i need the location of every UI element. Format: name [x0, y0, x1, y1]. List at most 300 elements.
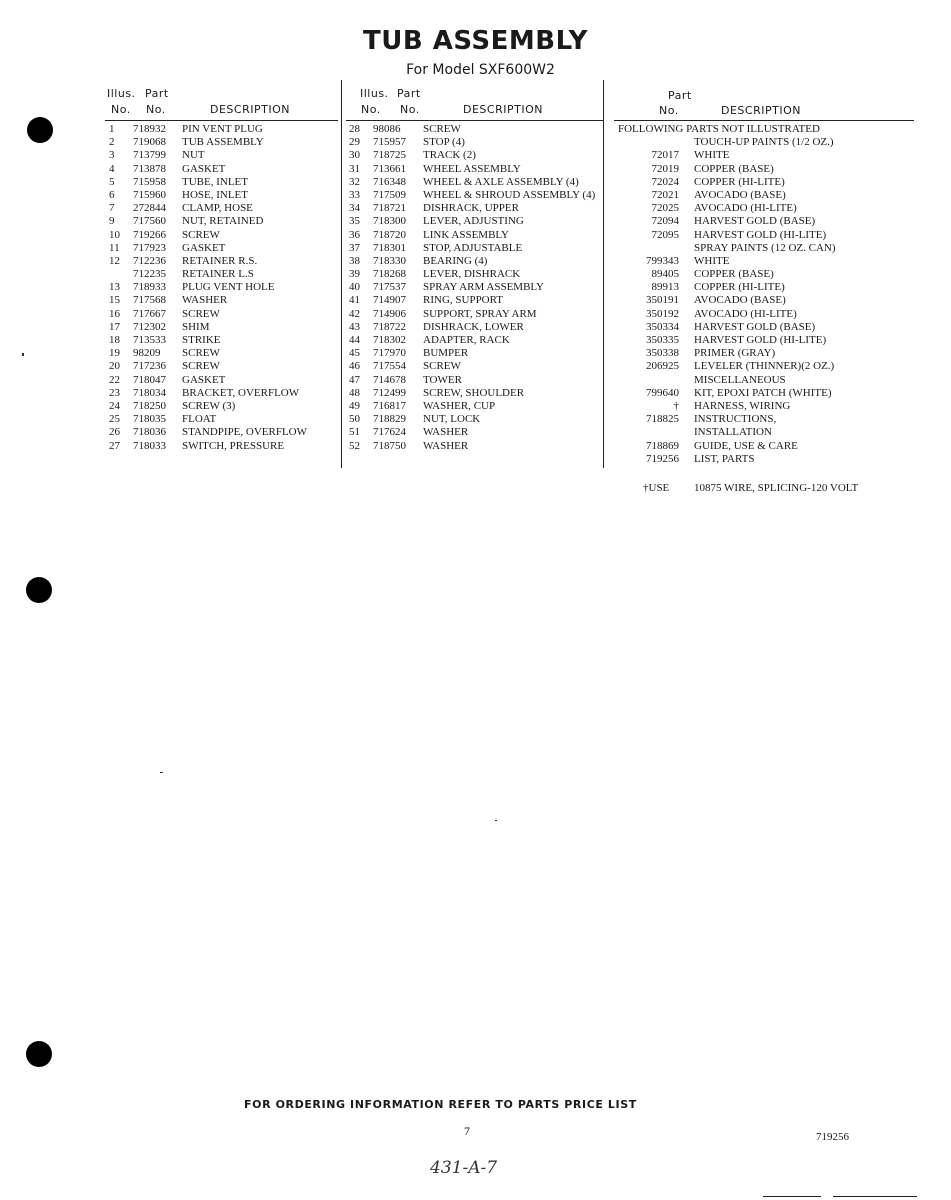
table-row	[346, 176, 604, 189]
illus-number: 47	[349, 373, 360, 386]
part-number: 718301	[373, 241, 406, 254]
part-description: SCREW (3)	[182, 399, 236, 412]
part-number: 717667	[133, 307, 166, 320]
part-description: RETAINER L.S	[182, 268, 254, 281]
table-row	[105, 255, 338, 268]
part-number: 206925	[646, 360, 679, 373]
table-row	[105, 189, 338, 202]
illus-number: 48	[349, 386, 360, 399]
part-description: RETAINER R.S.	[182, 254, 258, 267]
table-row	[614, 413, 914, 426]
part-description: NUT, LOCK	[423, 413, 481, 426]
header-description: DESCRIPTION	[721, 104, 801, 117]
illus-number: 18	[109, 334, 120, 346]
table-row	[614, 360, 914, 373]
part-description: HOSE, INLET	[182, 188, 248, 201]
page-number: 7	[464, 1124, 470, 1138]
illus-number: 50	[349, 413, 360, 426]
part-description: WASHER	[182, 294, 228, 307]
part-number: 718933	[133, 281, 166, 294]
table-row	[614, 440, 914, 453]
part-description: AVOCADO (BASE)	[694, 188, 786, 201]
illus-number: 34	[349, 202, 360, 215]
parts-column-1	[105, 84, 338, 453]
part-number: 72025	[651, 202, 679, 215]
part-description: RING, SUPPORT	[423, 294, 504, 307]
table-row	[346, 440, 604, 453]
part-number: 716817	[373, 399, 406, 412]
illus-number: 25	[109, 413, 120, 426]
illus-number: 1	[109, 123, 115, 135]
part-number: 718725	[373, 149, 406, 162]
part-description: SCREW	[423, 360, 461, 373]
illus-number: 44	[349, 334, 360, 346]
part-description: FLOAT	[182, 413, 217, 426]
illus-number: 42	[349, 307, 360, 320]
part-number: 98086	[373, 123, 401, 135]
column-header	[105, 84, 338, 121]
header-no: No.	[400, 103, 420, 116]
part-number: 72019	[651, 162, 679, 175]
table-row	[346, 400, 604, 413]
table-row	[346, 294, 604, 307]
table-row	[346, 413, 604, 426]
part-number: 350338	[646, 347, 679, 360]
illus-number: 3	[109, 149, 115, 162]
scan-speck	[495, 820, 497, 821]
table-row	[614, 149, 914, 162]
illus-number: 9	[109, 215, 115, 228]
part-number: 718300	[373, 215, 406, 228]
binder-hole	[27, 117, 53, 143]
illus-number: 35	[349, 215, 360, 228]
header-no: No.	[111, 103, 131, 116]
ordering-footer: FOR ORDERING INFORMATION REFER TO PARTS PRICE LIST	[244, 1098, 637, 1111]
part-description: AVOCADO (HI-LITE)	[694, 307, 797, 320]
illus-number: 45	[349, 347, 360, 360]
illus-number: 36	[349, 228, 360, 241]
part-description: LEVER, DISHRACK	[423, 268, 521, 281]
header-no: No.	[361, 103, 381, 116]
part-description: GASKET	[182, 241, 226, 254]
table-row	[614, 374, 914, 387]
part-number: 715958	[133, 175, 166, 188]
table-row	[614, 347, 914, 360]
part-description: COPPER (BASE)	[694, 162, 774, 175]
scan-speck	[160, 772, 163, 773]
part-number: 715957	[373, 136, 406, 149]
part-description: BEARING (4)	[423, 254, 488, 267]
illus-number: 43	[349, 320, 360, 333]
table-row	[614, 123, 914, 136]
part-description: AVOCADO (HI-LITE)	[694, 202, 797, 215]
part-number: 717236	[133, 360, 166, 373]
part-description: COPPER (HI-LITE)	[694, 281, 785, 294]
table-row	[346, 163, 604, 176]
part-number: 714906	[373, 307, 406, 320]
table-row	[614, 229, 914, 242]
scan-edge-line	[763, 1196, 821, 1197]
table-row	[346, 123, 604, 136]
part-number: 717970	[373, 347, 406, 360]
table-row	[105, 387, 338, 400]
table-row	[614, 334, 914, 347]
illus-number: 38	[349, 254, 360, 267]
part-description: LIST, PARTS	[694, 452, 755, 465]
header-description: DESCRIPTION	[210, 103, 290, 116]
part-number: 714678	[373, 373, 406, 386]
part-number: 717537	[373, 281, 406, 294]
part-description: KIT, EPOXI PATCH (WHITE)	[694, 386, 832, 399]
part-number: 712235	[133, 268, 166, 281]
part-number: 719256	[646, 452, 679, 465]
table-row	[614, 202, 914, 215]
illus-number: 2	[109, 136, 115, 149]
part-description: HARVEST GOLD (HI-LITE)	[694, 228, 827, 241]
part-number: 713878	[133, 162, 166, 175]
part-description: SCREW	[182, 360, 220, 373]
illus-number: 29	[349, 136, 360, 149]
part-description: MISCELLANEOUS	[694, 373, 786, 386]
part-description: SPRAY ARM ASSEMBLY	[423, 281, 544, 294]
part-number: 98209	[133, 347, 161, 360]
part-number: 719068	[133, 136, 166, 149]
part-description: STOP (4)	[423, 136, 465, 149]
part-number: 713533	[133, 334, 166, 346]
part-description: SPRAY PAINTS (12 OZ. CAN)	[694, 241, 836, 254]
table-row	[346, 347, 604, 360]
part-description: PIN VENT PLUG	[182, 123, 263, 135]
table-row	[614, 163, 914, 176]
table-row	[346, 255, 604, 268]
table-row	[614, 400, 914, 413]
illus-number: 39	[349, 268, 360, 281]
part-description: INSTALLATION	[694, 426, 772, 439]
illus-number: 46	[349, 360, 360, 373]
part-number: 718750	[373, 439, 406, 452]
part-number: †	[673, 399, 679, 412]
part-description: GASKET	[182, 373, 226, 386]
column-divider	[341, 80, 342, 468]
part-number: 350191	[646, 294, 679, 307]
part-number: 72017	[651, 149, 679, 162]
part-description: STRIKE	[182, 334, 221, 346]
illus-number: 52	[349, 439, 360, 452]
table-row	[105, 374, 338, 387]
table-row	[614, 242, 914, 255]
part-description: WASHER	[423, 426, 469, 439]
table-row	[105, 136, 338, 149]
table-row	[614, 176, 914, 189]
table-row	[346, 229, 604, 242]
illus-number: 40	[349, 281, 360, 294]
table-row	[346, 149, 604, 162]
table-row	[346, 242, 604, 255]
part-description: NUT, RETAINED	[182, 215, 264, 228]
table-row	[105, 242, 338, 255]
part-number: 718250	[133, 399, 166, 412]
table-row	[346, 334, 604, 347]
illus-number: 11	[109, 241, 120, 254]
illus-number: 30	[349, 149, 360, 162]
part-number: 717923	[133, 241, 166, 254]
part-description: PLUG VENT HOLE	[182, 281, 275, 294]
table-row	[105, 440, 338, 453]
illus-number: 10	[109, 228, 120, 241]
part-number: 718036	[133, 426, 166, 439]
part-description: TOUCH-UP PAINTS (1/2 OZ.)	[694, 136, 834, 149]
illus-number: 5	[109, 175, 115, 188]
part-number: 89913	[651, 281, 679, 294]
table-row	[614, 308, 914, 321]
table-row	[105, 400, 338, 413]
part-description: HARNESS, WIRING	[694, 399, 791, 412]
illus-number: 13	[109, 281, 120, 294]
table-row	[105, 308, 338, 321]
illus-number: 24	[109, 399, 120, 412]
table-row	[346, 215, 604, 228]
table-row	[105, 360, 338, 373]
table-row	[346, 426, 604, 439]
footnote-text: 10875 WIRE, SPLICING-120 VOLT	[694, 482, 859, 494]
table-row	[614, 215, 914, 228]
part-description: TUB ASSEMBLY	[182, 136, 264, 149]
table-row	[105, 176, 338, 189]
part-description: WHEEL & AXLE ASSEMBLY (4)	[423, 175, 579, 188]
part-description: WASHER	[423, 439, 469, 452]
part-number: 718869	[646, 439, 679, 452]
part-number: 272844	[133, 202, 166, 215]
part-description: SCREW	[423, 123, 461, 135]
table-row	[614, 268, 914, 281]
part-number: 717568	[133, 294, 166, 307]
part-number: 718720	[373, 228, 406, 241]
part-description: COPPER (HI-LITE)	[694, 175, 785, 188]
part-description: SCREW, SHOULDER	[423, 386, 525, 399]
table-row	[105, 163, 338, 176]
scan-edge-line	[833, 1196, 917, 1197]
part-description: SWITCH, PRESSURE	[182, 439, 285, 452]
part-description: STANDPIPE, OVERFLOW	[182, 426, 308, 439]
part-description: WHEEL ASSEMBLY	[423, 162, 521, 175]
illus-number: 15	[109, 294, 120, 307]
table-row	[614, 426, 914, 439]
illus-number: 31	[349, 162, 360, 175]
table-row	[105, 413, 338, 426]
part-description: HARVEST GOLD (HI-LITE)	[694, 334, 827, 346]
illus-number: 17	[109, 320, 120, 333]
illus-number: 41	[349, 294, 360, 307]
illus-number: 6	[109, 188, 115, 201]
table-row	[105, 268, 338, 281]
part-description: GASKET	[182, 162, 226, 175]
table-row	[105, 334, 338, 347]
header-description: DESCRIPTION	[463, 103, 543, 116]
header-part: Part	[397, 87, 421, 100]
illus-number: 51	[349, 426, 360, 439]
table-row	[346, 387, 604, 400]
illus-number: 12	[109, 254, 120, 267]
illus-number: 49	[349, 399, 360, 412]
table-row	[614, 453, 914, 466]
part-description: BRACKET, OVERFLOW	[182, 386, 300, 399]
part-number: 717560	[133, 215, 166, 228]
illus-number: 33	[349, 188, 360, 201]
model-subtitle: For Model SXF600W2	[406, 62, 555, 78]
table-row	[105, 294, 338, 307]
illus-number: 19	[109, 347, 120, 360]
part-description: ADAPTER, RACK	[423, 334, 510, 346]
handwritten-note: 431-A-7	[430, 1158, 498, 1178]
part-number: 350192	[646, 307, 679, 320]
binder-hole	[26, 577, 52, 603]
part-description: WHEEL & SHROUD ASSEMBLY (4)	[423, 188, 596, 201]
part-description: SCREW	[182, 228, 220, 241]
column-header	[614, 84, 914, 121]
parts-list	[346, 123, 604, 453]
illus-number: 16	[109, 307, 120, 320]
table-row	[614, 255, 914, 268]
header-part: Part	[145, 87, 169, 100]
table-row	[346, 136, 604, 149]
part-description: TRACK (2)	[423, 149, 476, 162]
table-row	[614, 189, 914, 202]
part-number: 72021	[651, 188, 679, 201]
header-illus: Illus.	[107, 87, 136, 100]
part-number: 717624	[373, 426, 406, 439]
table-row	[614, 387, 914, 400]
part-description: TUBE, INLET	[182, 175, 248, 188]
illus-number: 28	[349, 123, 360, 135]
part-number: 718722	[373, 320, 406, 333]
part-number: 799640	[646, 386, 679, 399]
part-description: WHITE	[694, 254, 730, 267]
parts-list	[105, 123, 338, 453]
illus-number: 22	[109, 373, 120, 386]
page-title: TUB ASSEMBLY	[363, 26, 588, 56]
illus-number: 7	[109, 202, 115, 215]
part-number: 350334	[646, 320, 679, 333]
table-row	[105, 123, 338, 136]
scan-speck	[22, 353, 24, 356]
part-number: 718034	[133, 386, 166, 399]
illus-number: 26	[109, 426, 120, 439]
part-description: PRIMER (GRAY)	[694, 347, 776, 360]
part-number: 716348	[373, 175, 406, 188]
part-number: 714907	[373, 294, 406, 307]
table-row	[105, 321, 338, 334]
illus-number: 4	[109, 162, 115, 175]
part-number: 713799	[133, 149, 166, 162]
part-description: GUIDE, USE & CARE	[694, 439, 798, 452]
table-row	[614, 281, 914, 294]
part-description: SHIM	[182, 320, 210, 333]
part-number: 713661	[373, 162, 406, 175]
part-number: 712302	[133, 320, 166, 333]
document-number: 719256	[816, 1131, 849, 1143]
part-description: DISHRACK, UPPER	[423, 202, 519, 215]
table-row	[105, 229, 338, 242]
part-number: 718302	[373, 334, 406, 346]
illus-number: 27	[109, 439, 120, 452]
part-description: SUPPORT, SPRAY ARM	[423, 307, 537, 320]
parts-column-3	[614, 84, 914, 466]
table-row	[346, 308, 604, 321]
part-description: BUMPER	[423, 347, 469, 360]
table-row	[346, 189, 604, 202]
part-description: SCREW	[182, 307, 220, 320]
illus-number: 32	[349, 175, 360, 188]
table-row	[614, 321, 914, 334]
part-number: 718268	[373, 268, 406, 281]
part-number: 718932	[133, 123, 166, 135]
footnote-mark: †USE	[643, 482, 670, 494]
part-number: 717509	[373, 188, 406, 201]
part-description: INSTRUCTIONS,	[694, 413, 777, 426]
part-description: NUT	[182, 149, 205, 162]
table-row	[105, 202, 338, 215]
table-row	[346, 321, 604, 334]
part-number: 350335	[646, 334, 679, 346]
table-row	[346, 202, 604, 215]
part-number: 712236	[133, 254, 166, 267]
part-number: 719266	[133, 228, 166, 241]
parts-list	[614, 123, 914, 466]
part-description: STOP, ADJUSTABLE	[423, 241, 523, 254]
table-row	[105, 426, 338, 439]
part-description: WHITE	[694, 149, 730, 162]
illus-number: 23	[109, 386, 120, 399]
part-number: 712499	[373, 386, 406, 399]
part-description: FOLLOWING PARTS NOT ILLUSTRATED	[618, 123, 820, 135]
part-description: LEVELER (THINNER)(2 OZ.)	[694, 360, 835, 373]
part-description: WASHER, CUP	[423, 399, 496, 412]
part-description: DISHRACK, LOWER	[423, 320, 524, 333]
table-row	[346, 268, 604, 281]
footnote	[614, 482, 914, 496]
table-row	[346, 360, 604, 373]
header-illus: Illus.	[360, 87, 389, 100]
table-row	[614, 136, 914, 149]
part-description: LINK ASSEMBLY	[423, 228, 509, 241]
part-number: 718047	[133, 373, 166, 386]
part-description: AVOCADO (BASE)	[694, 294, 786, 307]
part-description: COPPER (BASE)	[694, 268, 774, 281]
column-header	[346, 84, 604, 121]
table-row	[105, 149, 338, 162]
part-number: 72095	[651, 228, 679, 241]
part-number: 72024	[651, 175, 679, 188]
part-number: 718829	[373, 413, 406, 426]
part-number: 89405	[651, 268, 679, 281]
part-description: HARVEST GOLD (BASE)	[694, 215, 816, 228]
illus-number: 20	[109, 360, 120, 373]
part-number: 715960	[133, 188, 166, 201]
part-number: 799343	[646, 254, 679, 267]
table-row	[346, 281, 604, 294]
part-description: SCREW	[182, 347, 220, 360]
part-number: 718825	[646, 413, 679, 426]
part-number: 717554	[373, 360, 406, 373]
illus-number: 37	[349, 241, 360, 254]
part-description: TOWER	[423, 373, 462, 386]
part-number: 72094	[651, 215, 679, 228]
part-number: 718035	[133, 413, 166, 426]
part-number: 718033	[133, 439, 166, 452]
part-number: 718721	[373, 202, 406, 215]
binder-hole	[26, 1041, 52, 1067]
table-row	[105, 281, 338, 294]
